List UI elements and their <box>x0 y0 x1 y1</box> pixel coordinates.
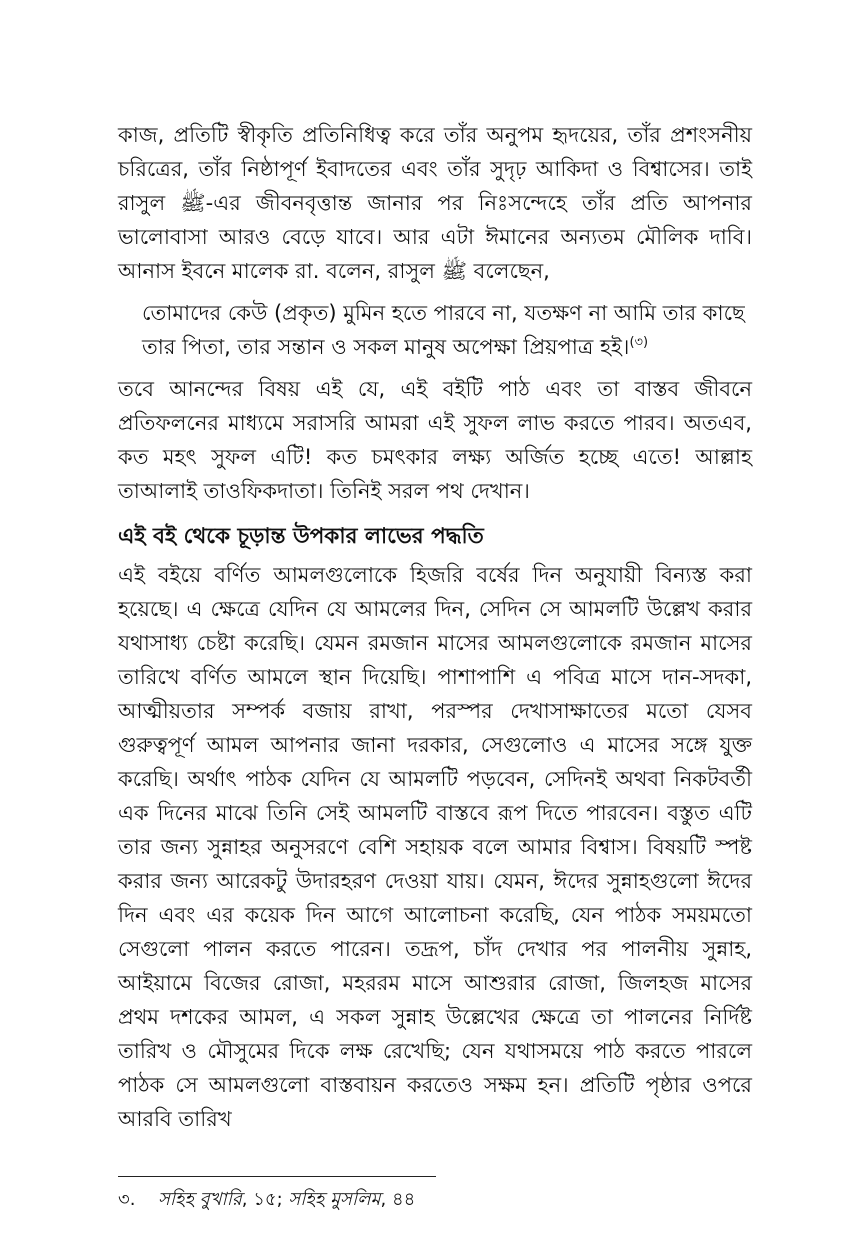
page-body <box>118 118 752 1136</box>
paragraph-benefit: তবে আনন্দের বিষয় এই যে, এই বইটি পাঠ এবং তা বাস্তব জীবনে প্রতিফলনের মাধ্যমে সরাসরি আমরা এই সুফল লাভ করতে পারব। অতএব, কত মহৎ সুফল এটি! কত চমৎকার লক্ষ্য অর্জিত হচ্ছে এতে! আল্লাহ তাআলাই তাওফিকদাতা। তিনিই সরল পথ দেখান। <box>118 377 752 503</box>
hadith-quote-text: তোমাদের কেউ (প্রকৃত) মুমিন হতে পারবে না, যতক্ষণ না আমি তার কাছে তার পিতা, তার সন্তান ও সকল মানুষ অপেক্ষা প্রিয়পাত্র হই। <box>142 301 745 359</box>
paragraph-intro: কাজ, প্রতিটি স্বীকৃতি প্রতিনিধিত্ব করে তাঁর অনুপম হৃদয়ের, তাঁর প্রশংসনীয় চরিত্রের, তাঁর নিষ্ঠাপূর্ণ ইবাদতের এবং তাঁর সুদৃঢ় আকিদা ও বিশ্বাসের। তাই রাসুল ﷺ-এর জীবনবৃত্তান্ত জানার পর নিঃসন্দেহে তাঁর প্রতি আপনার ভালোবাসা আরও বেড়ে যাবে। আর এটা ঈমানের অন্যতম মৌলিক দাবি। আনাস ইবনে মালেক রা. বলেন, রাসুল ﷺ বলেছেন, <box>118 123 752 283</box>
footnote-ref-muslim: , ৪৪ <box>380 1189 416 1210</box>
hadith-quote <box>142 296 752 364</box>
paragraph-method: এই বইয়ে বর্ণিত আমলগুলোকে হিজরি বর্ষের দিন অনুযায়ী বিন্যস্ত করা হয়েছে। এ ক্ষেত্রে যেদিন যে আমলের দিন, সেদিন সে আমলটি উল্লেখ করার যথাসাধ্য চেষ্টা করেছি। যেমন রমজান মাসের আমলগুলোকে রমজান মাসের তারিখে বর্ণিত আমলে স্থান দিয়েছি। পাশাপাশি এ পবিত্র মাসে দান-সদকা, আত্মীয়তার সম্পর্ক বজায় রাখা, পরস্পর দেখাসাক্ষাতের মতো যেসব গুরুত্বপূর্ণ আমল আপনার জানা দরকার, সেগুলোও এ মাসের সঙ্গে যুক্ত করেছি। অর্থাৎ পাঠক যেদিন যে আমলটি পড়বেন, সেদিনই অথবা নিকটবর্তী এক দিনের মাঝে তিনি সেই আমলটি বাস্তবে রূপ দিতে পারবেন। বস্তুত এটি তার জন্য সুন্নাহর অনুসরণে বেশি সহায়ক বলে আমার বিশ্বাস। বিষয়টি স্পষ্ট করার জন্য আরেকটু উদারহরণ দেওয়া যায়। যেমন, ঈদের সুন্নাহগুলো ঈদের দিন এবং এর কয়েক দিন আগে আলোচনা করেছি, যেন পাঠক সময়মতো সেগুলো পালন করতে পারেন। তদ্রূপ, চাঁদ দেখার পর পালনীয় সুন্নাহ, আইয়ামে বিজের রোজা, মহররম মাসে আশুরার রোজা, জিলহজ মাসের প্রথম দশকের আমল, এ সকল সুন্নাহ উল্লেখের ক্ষেত্রে তা পালনের নির্দিষ্ট তারিখ ও মৌসুমের দিকে লক্ষ রেখেছি; যেন যথাসময়ে পাঠ করতে পারলে পাঠক সে আমলগুলো বাস্তবায়ন করতেও সক্ষম হন। প্রতিটি পৃষ্ঠার ওপরে আরবি তারিখ <box>118 563 753 1131</box>
footnote-source-bukhari: সহিহ বুখারি <box>158 1189 242 1210</box>
footnote <box>118 1186 415 1214</box>
footnote-number: ৩. <box>118 1189 136 1210</box>
footnote-marker: (৩) <box>629 335 649 350</box>
footnote-source-muslim: সহিহ মুসলিম <box>288 1189 381 1210</box>
section-heading: এই বই থেকে চূড়ান্ত উপকার লাভের পদ্ধতি <box>118 524 484 549</box>
footnote-ref-bukhari: , ১৫; <box>241 1189 289 1210</box>
footnote-divider <box>118 1176 436 1177</box>
